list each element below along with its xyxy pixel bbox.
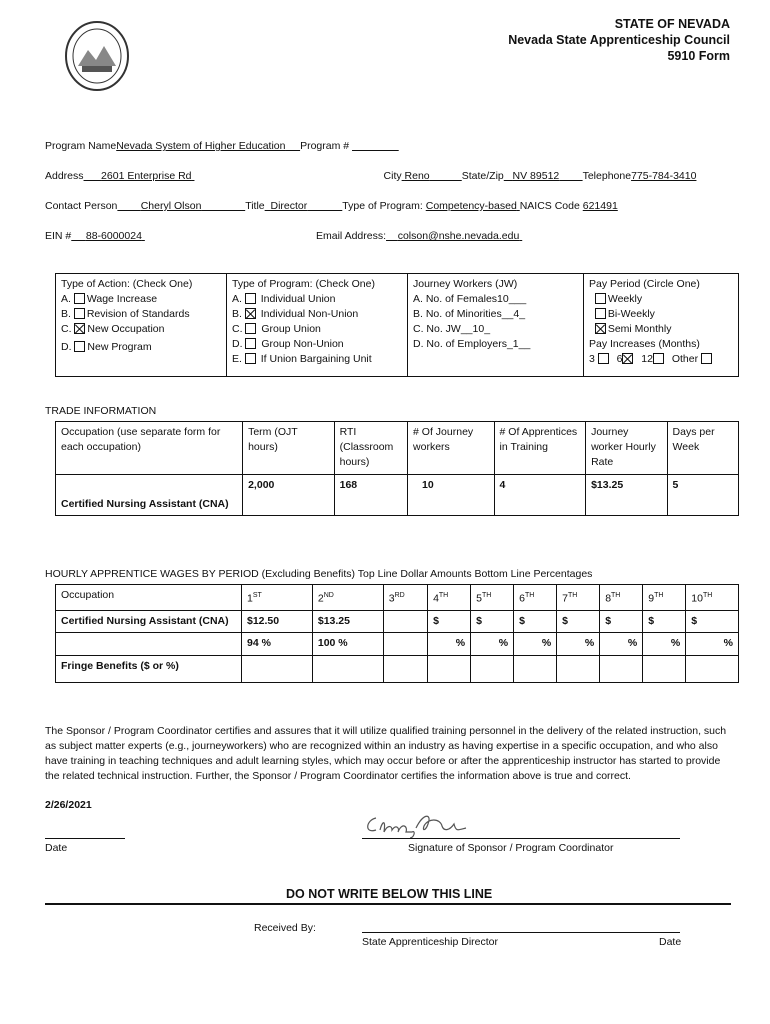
wages-section-title: HOURLY APPRENTICE WAGES BY PERIOD (Excluding Benefits) Top Line Dollar Amounts Bottom Line Percentages bbox=[45, 568, 593, 580]
wage-dollar-cell[interactable]: $ bbox=[514, 610, 557, 632]
do-not-write-warning: DO NOT WRITE BELOW THIS LINE bbox=[286, 887, 493, 901]
increase-6-checkbox[interactable] bbox=[622, 353, 633, 364]
form-number: 5910 Form bbox=[667, 49, 730, 63]
trade-data-cell[interactable]: $13.25 bbox=[586, 475, 667, 516]
new-program-checkbox[interactable] bbox=[74, 341, 85, 352]
fringe-benefit-cell[interactable] bbox=[514, 655, 557, 682]
new-occupation-checkbox[interactable] bbox=[74, 323, 85, 334]
ein-row: EIN # 88-6000024 bbox=[45, 230, 142, 242]
wage-dollar-cell[interactable]: $ bbox=[557, 610, 600, 632]
program-type-table bbox=[55, 273, 739, 377]
trade-data-cell[interactable]: 168 bbox=[334, 475, 407, 516]
minorities-count[interactable]: B. No. of Minorities__4_ bbox=[413, 308, 526, 320]
fringe-benefit-cell[interactable] bbox=[471, 655, 514, 682]
females-count[interactable]: A. No. of Females10___ bbox=[413, 293, 527, 305]
journey-workers-cell: Journey Workers (JW) A. No. of Females10___ B. No. of Minorities__4_ C. No. JW__10_ D. No. of Employers_1__ bbox=[408, 274, 584, 377]
period-header-cell: 10TH bbox=[686, 585, 739, 611]
trade-data-cell[interactable]: 4 bbox=[494, 475, 586, 516]
trade-data-cell[interactable]: 10 bbox=[408, 475, 495, 516]
fringe-benefit-cell[interactable] bbox=[686, 655, 739, 682]
fringe-benefit-cell[interactable] bbox=[383, 655, 427, 682]
wage-percent-cell[interactable]: % bbox=[514, 632, 557, 655]
trade-header-cell: # Of Journey workers bbox=[408, 422, 495, 475]
wages-table bbox=[55, 584, 739, 683]
bargaining-unit-checkbox[interactable] bbox=[245, 353, 256, 364]
wage-percent-cell[interactable] bbox=[383, 632, 427, 655]
wage-percent-cell[interactable]: % bbox=[471, 632, 514, 655]
wage-percent-cell[interactable]: 94 % bbox=[242, 632, 313, 655]
wages-occupation-header: Occupation bbox=[56, 585, 242, 611]
wage-percent-cell[interactable]: % bbox=[643, 632, 686, 655]
program-number-field[interactable] bbox=[352, 140, 399, 152]
period-header-cell: 1ST bbox=[242, 585, 313, 611]
type-of-action-cell: Type of Action: (Check One) A. Wage Increase B. Revision of Standards C. New Occupation D. New Program bbox=[56, 274, 227, 377]
trade-header-cell: RTI (Classroom hours) bbox=[334, 422, 407, 475]
wages-blank-cell bbox=[56, 632, 242, 655]
period-header-cell: 5TH bbox=[471, 585, 514, 611]
trade-header-cell: Journey worker Hourly Rate bbox=[586, 422, 667, 475]
individual-non-union-checkbox[interactable] bbox=[245, 308, 256, 319]
weekly-checkbox[interactable] bbox=[595, 293, 606, 304]
council-title: Nevada State Apprenticeship Council bbox=[508, 33, 730, 47]
wage-percent-cell[interactable]: % bbox=[686, 632, 739, 655]
trade-data-cell[interactable]: Certified Nursing Assistant (CNA) bbox=[56, 475, 243, 516]
program-type-field[interactable]: Competency-based bbox=[425, 200, 517, 212]
period-header-cell: 6TH bbox=[514, 585, 557, 611]
trade-header-cell: Days per Week bbox=[667, 422, 738, 475]
fringe-benefits-label: Fringe Benefits ($ or %) bbox=[56, 655, 242, 682]
period-header-cell: 3RD bbox=[383, 585, 427, 611]
contact-field[interactable]: Cheryl Olson bbox=[140, 200, 202, 212]
address-row: Address 2601 Enterprise Rd City Reno State/Zip NV 89512 Telephone775-784-3410 bbox=[45, 170, 697, 182]
wages-occupation-cell[interactable]: Certified Nursing Assistant (CNA) bbox=[56, 610, 242, 632]
individual-union-checkbox[interactable] bbox=[245, 293, 256, 304]
wage-dollar-cell[interactable] bbox=[383, 610, 427, 632]
trade-header-cell: Term (OJT hours) bbox=[243, 422, 335, 475]
group-non-union-checkbox[interactable] bbox=[245, 338, 256, 349]
date-value[interactable]: 2/26/2021 bbox=[45, 799, 92, 811]
period-header-cell: 8TH bbox=[600, 585, 643, 611]
revision-checkbox[interactable] bbox=[74, 308, 85, 319]
address-field[interactable]: 2601 Enterprise Rd bbox=[101, 170, 192, 182]
statezip-field[interactable]: NV 89512 bbox=[512, 170, 560, 182]
signature-label: Signature of Sponsor / Program Coordinator bbox=[408, 842, 614, 854]
wage-percent-cell[interactable]: 100 % bbox=[312, 632, 383, 655]
trade-header-cell: # Of Apprentices in Training bbox=[494, 422, 586, 475]
program-name-field[interactable]: Nevada System of Higher Education bbox=[116, 140, 286, 152]
certification-text: The Sponsor / Program Coordinator certifies and assures that it will utilize qualified training personnel in the delivery of the related instruction, such as subject matter experts (e.g., journeyworkers) who are recognized within an industry as having expertise in a specific occupation, and who also have training in teaching techniques and adult learning styles, which may occur before or after the apprenticeship instructor has started to provide the related technical instruction. Further, the Sponsor / Program Coordinator certifies the information above is true and correct. bbox=[45, 725, 727, 782]
wage-dollar-cell[interactable]: $ bbox=[600, 610, 643, 632]
fringe-benefit-cell[interactable] bbox=[557, 655, 600, 682]
naics-field[interactable]: 621491 bbox=[582, 200, 618, 212]
wage-increase-checkbox[interactable] bbox=[74, 293, 85, 304]
signature-image bbox=[362, 808, 482, 840]
received-by-label: Received By: bbox=[254, 922, 316, 934]
wage-dollar-cell[interactable]: $ bbox=[471, 610, 514, 632]
fringe-benefit-cell[interactable] bbox=[643, 655, 686, 682]
city-field[interactable]: Reno bbox=[404, 170, 430, 182]
increase-3-checkbox[interactable] bbox=[598, 353, 609, 364]
period-header-cell: 9TH bbox=[643, 585, 686, 611]
wage-dollar-cell[interactable]: $13.25 bbox=[312, 610, 383, 632]
trade-data-cell[interactable]: 2,000 bbox=[243, 475, 335, 516]
increase-12-checkbox[interactable] bbox=[653, 353, 664, 364]
trade-header-cell: Occupation (use separate form for each occupation) bbox=[56, 422, 243, 475]
trade-table bbox=[55, 421, 739, 516]
group-union-checkbox[interactable] bbox=[245, 323, 256, 334]
state-title: STATE OF NEVADA bbox=[614, 17, 730, 31]
telephone-field[interactable]: 775-784-3410 bbox=[631, 170, 697, 182]
title-field[interactable]: Director bbox=[270, 200, 308, 212]
period-header-cell: 4TH bbox=[428, 585, 471, 611]
contact-row: Contact Person Cheryl Olson Title Director Type of Program: Competency-based NAICS Code 621491 bbox=[45, 200, 618, 212]
date-label: Date bbox=[45, 842, 68, 854]
wage-dollar-cell[interactable]: $12.50 bbox=[242, 610, 313, 632]
wage-percent-cell[interactable]: % bbox=[428, 632, 471, 655]
semi-monthly-checkbox[interactable] bbox=[595, 323, 606, 334]
fringe-benefit-cell[interactable] bbox=[312, 655, 383, 682]
jw-count[interactable]: C. No. JW__10_ bbox=[413, 323, 491, 335]
email-row: Email Address: colson@nshe.nevada.edu bbox=[316, 230, 520, 242]
trade-section-title: TRADE INFORMATION bbox=[45, 405, 157, 417]
increase-other-checkbox[interactable] bbox=[701, 353, 712, 364]
fringe-benefit-cell[interactable] bbox=[600, 655, 643, 682]
type-of-program-cell: Type of Program: (Check One) A. Individual Union B. Individual Non-Union C. Group Union D. Group Non-Union E. If Union Bargaining Unit bbox=[227, 274, 408, 377]
ein-field[interactable]: 88-6000024 bbox=[85, 230, 142, 242]
wage-dollar-cell[interactable]: $ bbox=[686, 610, 739, 632]
wage-percent-cell[interactable]: % bbox=[557, 632, 600, 655]
pay-period-cell: Pay Period (Circle One) Weekly Bi-Weekly Semi Monthly Pay Increases (Months) 3 6 12 Other bbox=[584, 274, 739, 377]
email-field[interactable]: colson@nshe.nevada.edu bbox=[397, 230, 520, 242]
director-label: State Apprenticeship Director bbox=[362, 936, 498, 948]
fringe-benefit-cell[interactable] bbox=[242, 655, 313, 682]
wage-dollar-cell[interactable]: $ bbox=[643, 610, 686, 632]
state-seal bbox=[64, 20, 130, 92]
trade-data-cell[interactable]: 5 bbox=[667, 475, 738, 516]
biweekly-checkbox[interactable] bbox=[595, 308, 606, 319]
period-header-cell: 2ND bbox=[312, 585, 383, 611]
wage-percent-cell[interactable]: % bbox=[600, 632, 643, 655]
fringe-benefit-cell[interactable] bbox=[428, 655, 471, 682]
program-name-row: Program NameNevada System of Higher Education Program # bbox=[45, 140, 399, 152]
employers-count[interactable]: D. No. of Employers_1__ bbox=[413, 338, 531, 350]
wage-dollar-cell[interactable]: $ bbox=[428, 610, 471, 632]
form-header bbox=[508, 16, 730, 64]
director-date-label: Date bbox=[659, 936, 682, 948]
period-header-cell: 7TH bbox=[557, 585, 600, 611]
